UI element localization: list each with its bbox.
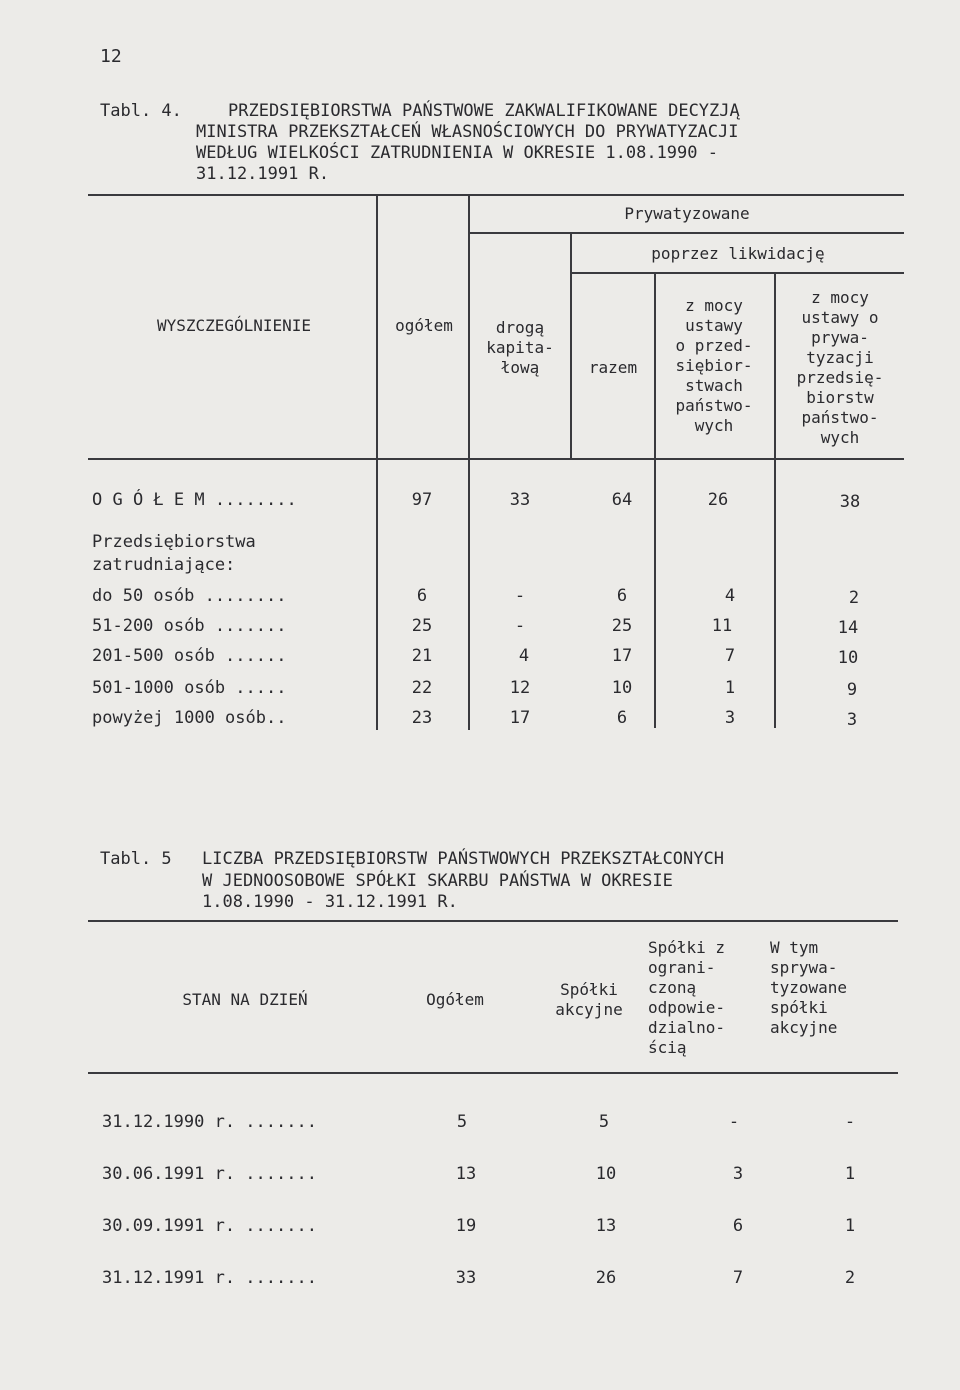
- header-spolki-akcyjne: Spółki akcyjne: [555, 980, 623, 1019]
- table-4-caption-line: 31.12.1991 R.: [196, 164, 330, 184]
- table-4-top-rule: [88, 194, 904, 196]
- table-4-rule: [470, 232, 904, 234]
- table-4-caption-line: MINISTRA PRZEKSZTAŁCEŃ WŁASNOŚCIOWYCH DO PRYWATYZACJI: [196, 122, 739, 142]
- table-4-label: Tabl. 4.: [100, 101, 182, 121]
- page-number: 12: [100, 46, 122, 67]
- table-4-header-rule: [88, 458, 904, 460]
- table-5-caption-line: 1.08.1990 - 31.12.1991 R.: [202, 892, 458, 912]
- table-5-caption-line: LICZBA PRZEDSIĘBIORSTW PAŃSTWOWYCH PRZEKSZTAŁCONYCH: [202, 849, 724, 869]
- header-w-tym-sprywatyzowane: W tym sprywa- tyzowane spółki akcyjne: [770, 938, 848, 1037]
- header-wyszczegolnienie: WYSZCZEGÓLNIENIE: [156, 316, 312, 335]
- header-ogolem: Ogółem: [426, 990, 484, 1009]
- table-4-caption-line: WEDŁUG WIELKOŚCI ZATRUDNIENIA W OKRESIE 1.08.1990 -: [196, 143, 718, 163]
- header-razem: razem: [588, 358, 638, 377]
- table-4-col-line: [570, 232, 572, 458]
- header-z-mocy-ustawy-przedsiebiorstwa: z mocy ustawy o przed- siębior- stwach państwo- wych: [675, 296, 753, 435]
- header-stan-na-dzien: STAN NA DZIEŃ: [182, 990, 308, 1009]
- header-likwidacja: poprzez likwidację: [651, 244, 825, 263]
- table-4-col-line: [376, 194, 378, 730]
- table-4-col-line: [468, 194, 470, 730]
- header-spolki-zoo: Spółki z ograni- czoną odpowie- dzialno- ścią: [648, 938, 726, 1057]
- table-4-caption-line: PRZEDSIĘBIORSTWA PAŃSTWOWE ZAKWALIFIKOWANE DECYZJĄ: [228, 101, 740, 121]
- table-5-top-rule: [88, 920, 898, 922]
- table-4-rule: [570, 272, 904, 274]
- header-prywatyzowane: Prywatyzowane: [624, 204, 750, 223]
- header-z-mocy-ustawy-prywatyzacji: z mocy ustawy o prywa- tyzacji przedsię- biorstw państwo- wych: [796, 288, 884, 447]
- table-5-label: Tabl. 5: [100, 849, 172, 869]
- table-5-header-rule: [88, 1072, 898, 1074]
- table-5-caption-line: W JEDNOOSOBOWE SPÓŁKI SKARBU PAŃSTWA W OKRESIE: [202, 871, 673, 891]
- header-droga-kapitalowa: drogą kapita- łową: [486, 318, 554, 377]
- header-ogolem: ogółem: [395, 316, 453, 335]
